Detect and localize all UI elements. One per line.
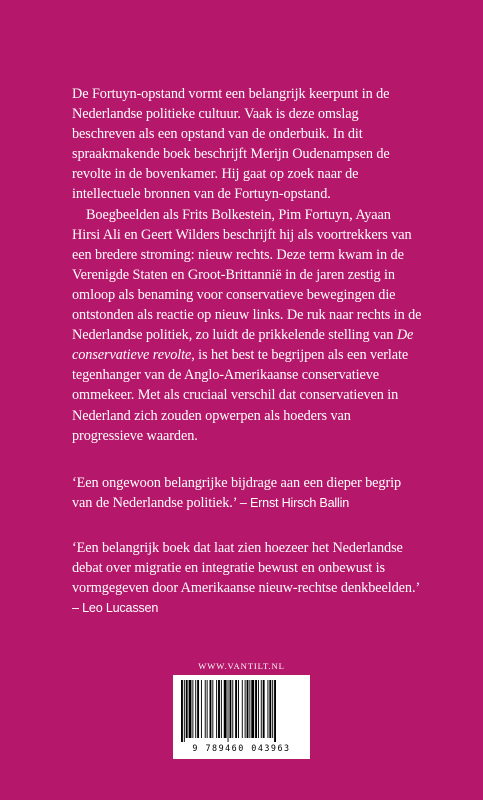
barcode-bar: [249, 680, 250, 738]
barcode-bar: [184, 680, 185, 742]
barcode-bar: [245, 680, 246, 738]
barcode-bar: [242, 680, 243, 738]
barcode-bar: [181, 680, 183, 742]
barcode-bar: [247, 680, 249, 738]
review-quote-2-text: ‘Een belangrijk boek dat laat zien hoezeer het Nederlandse debat over migratie en integratie bewust en onbewust is vormgegeven door Amerikaanse nieuw-rechtse denkbeelden.’: [72, 540, 420, 597]
isbn-digits: 9 789460 043963: [192, 743, 291, 753]
barcode-bar: [197, 680, 199, 738]
blurb-paragraph-2-start: Boegbeelden als Frits Bolkestein, Pim Fortuyn, Ayaan Hirsi Ali en Geert Wilders beschrijft hij als voortrekkers van een bredere stroming: nieuw rechts. Deze term kwam in de Verenigde Staten en Groot-Brittannië in de jaren zestig in omloop als benaming voor conservatieve bewegingen die ontstonden als reactie op nieuw links. De ruk naar rechts in de Nederlandse politiek, zo luidt de prikkelende stelling van: [72, 206, 422, 344]
barcode-bar: [210, 680, 212, 738]
review-quote-1-attribution: – Ernst Hirsch Ballin: [239, 496, 350, 511]
barcode-bar: [235, 680, 237, 738]
barcode-bar: [205, 680, 206, 738]
barcode-bar: [232, 680, 233, 738]
barcode-bars: [179, 680, 304, 742]
barcode-bar: [251, 680, 254, 738]
barcode-bar: [261, 680, 262, 738]
blurb-paragraph-2-end: , is het best te begrijpen als een verlate tegenhanger van de Anglo-Amerikaanse conservatieve ommekeer. Met als cruciaal verschil dat conservatieven in Nederland zich zouden opwerpen als hoeders van progressieve waarden.: [72, 347, 409, 444]
barcode-bar: [218, 680, 220, 738]
barcode-bar: [207, 680, 208, 738]
barcode-bar: [272, 680, 273, 738]
barcode-bar: [216, 680, 217, 738]
barcode-bar: [224, 680, 227, 738]
barcode-bar: [255, 680, 257, 738]
review-quote-2: [72, 538, 422, 618]
barcode-bar: [221, 680, 222, 738]
barcode-bar: [267, 680, 268, 738]
barcode-bar: [274, 680, 276, 742]
barcode-bar: [258, 680, 259, 738]
barcode-bar: [269, 680, 271, 738]
barcode-bar: [186, 680, 188, 738]
barcode-bar: [212, 680, 213, 738]
barcode-bar: [228, 680, 229, 742]
isbn-barcode: [173, 675, 310, 759]
barcode-bar: [195, 680, 196, 738]
blurb-paragraph-1: De Fortuyn-opstand vormt een belangrijk keerpunt in de Nederlandse politieke cultuur. Vaak is deze omslag beschreven als een opstand van de onderbuik. In dit spraakmakende boek beschrijft Merijn Oudenampsen de revolte in de bovenkamer. Hij gaat op zoek naar de intellectuele bronnen van de Fortuyn-opstand.: [72, 86, 390, 203]
book-title-italic: De conservatieve revolte: [72, 327, 414, 364]
barcode-bar: [229, 680, 231, 738]
blurb: [72, 84, 422, 446]
barcode-bar: [192, 680, 193, 738]
review-quote-1: [72, 473, 422, 513]
publisher-website: WWW.VANTILT.NL: [198, 661, 285, 671]
review-quote-2-attribution: – Leo Lucassen: [72, 601, 159, 616]
barcode-bar: [238, 680, 239, 738]
barcode-bar: [201, 680, 202, 738]
barcode-bar: [263, 680, 265, 738]
blurb-paragraph-2: [72, 205, 422, 446]
review-quote-1-text: ‘Een ongewoon belangrijke bijdrage aan een dieper begrip van de Nederlandse politiek.’: [72, 475, 402, 512]
barcode-bar: [189, 680, 192, 738]
